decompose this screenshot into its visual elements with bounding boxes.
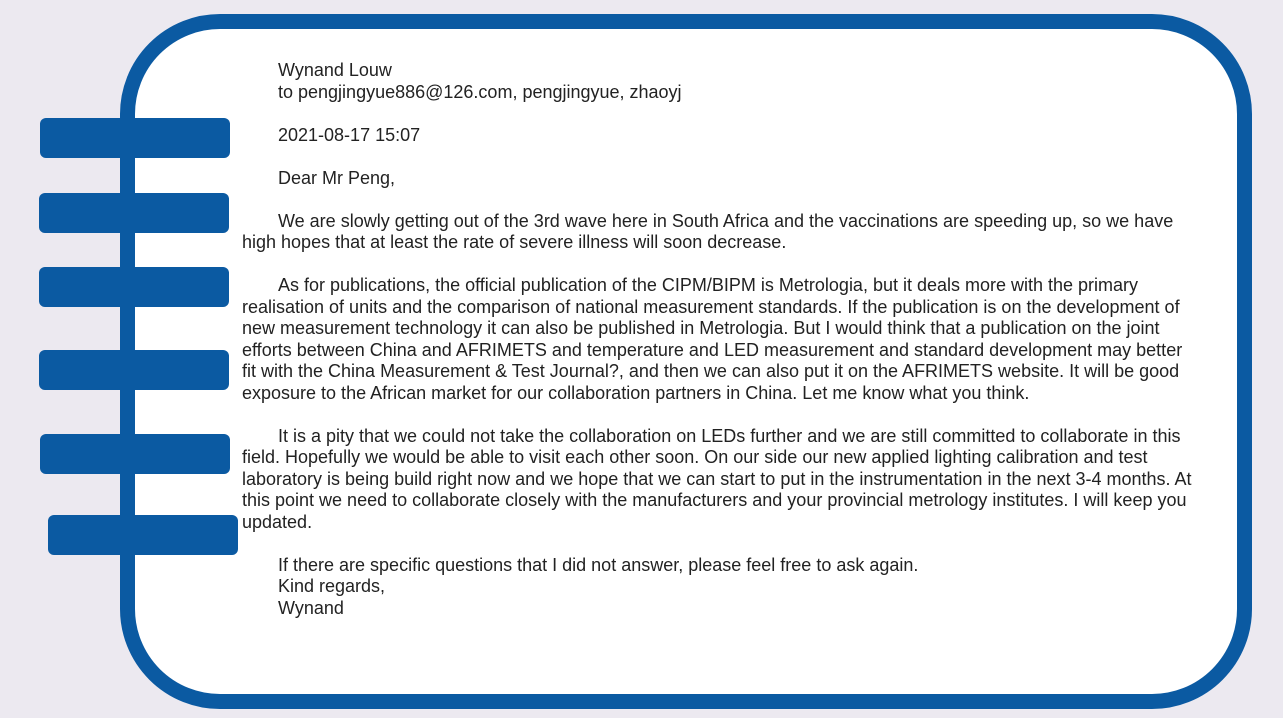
binder-tab <box>40 118 230 158</box>
email-sign-off: Kind regards, <box>278 576 386 596</box>
email-paragraph: As for publications, the official publication of the CIPM/BIPM is Metrologia, but it deals more with the primary realisation of units and the comparison of national measurement standards. If the publication is on the development of new measurement technology it can also be published in Metrologia. But I would think that a publication on the joint efforts between China and AFRIMETS and temperature and LED measurement and standard development may better fit with the China Measurement & Test Journal?, and then we can also put it on the AFRIMETS website. It will be good exposure to the African market for our collaboration partners in China. Let me know what you think. <box>242 275 1183 403</box>
binder-tab <box>39 193 229 233</box>
email-sender: Wynand Louw <box>278 60 392 80</box>
email-recipients: to pengjingyue886@126.com, pengjingyue, zhaoyj <box>278 81 682 102</box>
email-paragraph: It is a pity that we could not take the collaboration on LEDs further and we are still committed to collaborate in this field. Hopefully we would be able to visit each other soon. On our side our new applied lighting calibration and test laboratory is being build right now and we hope that we can start to put in the instrumentation in the next 3-4 months. At this point we need to collaborate closely with the manufacturers and your provincial metrology institutes. I will keep you updated. <box>242 425 1192 532</box>
email-body <box>242 60 1192 619</box>
email-paragraph: We are slowly getting out of the 3rd wave here in South Africa and the vaccinations are speeding up, so we have high hopes that at least the rate of severe illness will soon decrease. <box>242 210 1174 252</box>
binder-tab <box>39 350 229 390</box>
binder-tab <box>39 267 229 307</box>
email-greeting: Dear Mr Peng, <box>278 167 396 188</box>
binder-tab <box>48 515 238 555</box>
email-timestamp: 2021-08-17 15:07 <box>278 124 421 145</box>
binder-tab <box>40 434 230 474</box>
email-closing-line: If there are specific questions that I did not answer, please feel free to ask again. <box>278 554 919 575</box>
email-signature: Wynand <box>278 597 344 618</box>
